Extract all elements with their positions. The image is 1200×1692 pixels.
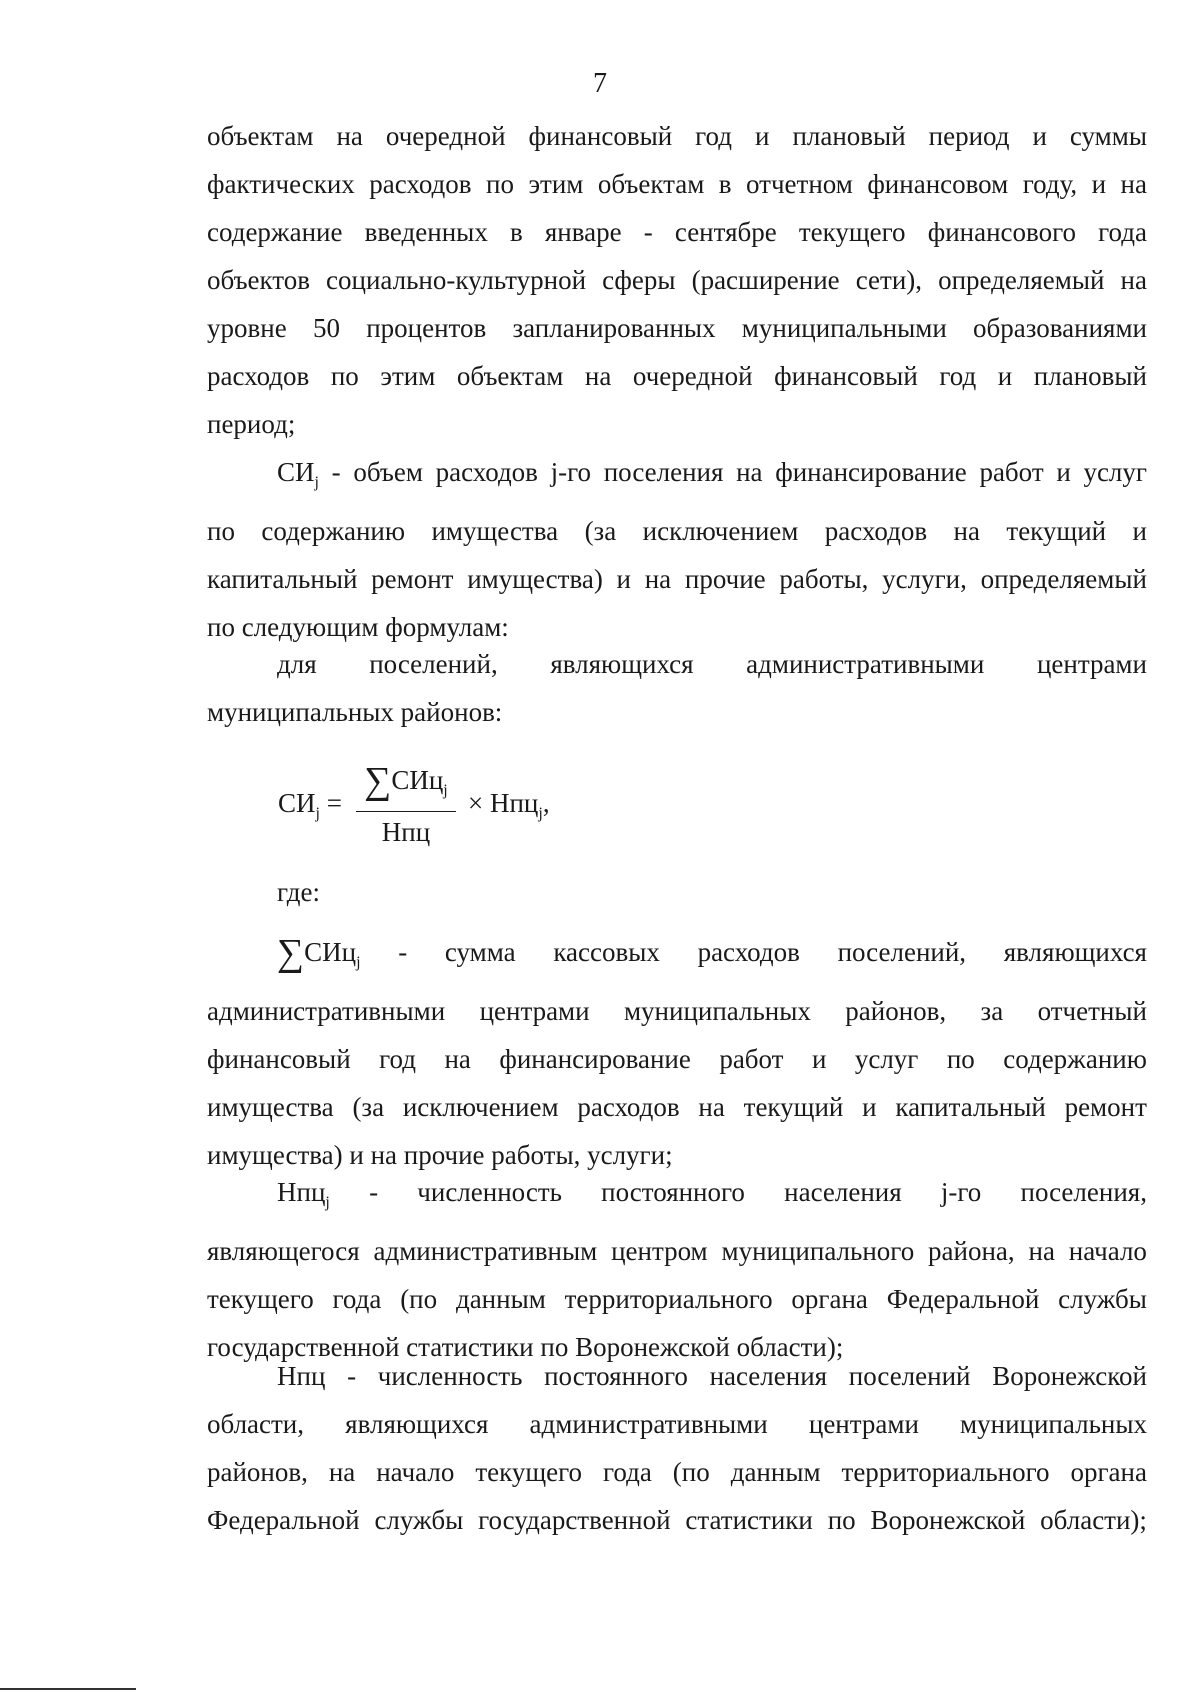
text-line xyxy=(207,160,1147,208)
word: j-го xyxy=(550,457,592,487)
word: на xyxy=(644,564,672,594)
word: 50 xyxy=(312,313,340,343)
text-line xyxy=(207,1400,1147,1448)
word: и xyxy=(1032,121,1047,151)
word: процентов xyxy=(366,313,487,343)
word: плановый xyxy=(1033,361,1147,391)
word: имущества xyxy=(431,516,559,546)
word: данным xyxy=(730,1457,821,1487)
word: административными xyxy=(529,1409,768,1439)
word: финансовый xyxy=(528,121,673,151)
word: кассовых xyxy=(553,937,660,967)
word: плановый xyxy=(792,121,906,151)
word: очередной xyxy=(385,121,506,151)
where-label: где: xyxy=(277,877,320,907)
scan-edge-line xyxy=(0,1688,136,1690)
word: в xyxy=(718,169,732,199)
word: прочие xyxy=(684,564,766,594)
word: являющегося xyxy=(207,1236,360,1266)
word: муниципального xyxy=(721,1236,915,1266)
text-line xyxy=(207,928,1147,987)
word: населения xyxy=(709,1361,828,1391)
word: расходов xyxy=(824,516,928,546)
paragraph-admin-intro xyxy=(207,640,1147,736)
formula-fraction xyxy=(356,760,456,852)
word: текущий xyxy=(743,1092,844,1122)
word: имущества xyxy=(207,1092,334,1122)
word: поселений xyxy=(848,1361,971,1391)
word: центром xyxy=(611,1236,708,1266)
word: центрами xyxy=(1036,649,1147,679)
text-line xyxy=(207,1083,1147,1131)
word: по xyxy=(827,1505,856,1535)
word: исключением xyxy=(402,1092,559,1122)
word: и xyxy=(1132,516,1147,546)
word: - xyxy=(347,1361,357,1391)
word: содержанию xyxy=(1003,1044,1147,1074)
formula-lhs: $СИ_j$ = xyxy=(278,788,342,822)
word: расходов xyxy=(435,457,538,487)
word: области); xyxy=(1040,1505,1147,1535)
text-line xyxy=(207,304,1147,352)
word: - xyxy=(369,1177,379,1207)
word: (по xyxy=(672,1457,710,1487)
word: - xyxy=(398,937,408,967)
text-line xyxy=(207,112,1147,160)
word: финансовый xyxy=(207,1044,351,1074)
word: на xyxy=(584,361,612,391)
word: и xyxy=(862,1092,877,1122)
word: территориального xyxy=(841,1457,1050,1487)
word: численность xyxy=(417,1177,562,1207)
word: и xyxy=(997,361,1013,391)
word: Воронежской xyxy=(992,1361,1147,1391)
word: за xyxy=(980,996,1004,1026)
word: службы xyxy=(374,1505,464,1535)
word: службы xyxy=(1058,1284,1147,1314)
word: текущего xyxy=(207,1284,314,1314)
word: на xyxy=(953,516,980,546)
formula-denominator: Нпц xyxy=(381,817,431,847)
text-line: имущества) и на прочие работы, услуги; xyxy=(207,1140,673,1170)
word: на xyxy=(1028,1236,1055,1266)
word: январе xyxy=(544,217,622,247)
word: Федеральной xyxy=(886,1284,1040,1314)
word: объектов xyxy=(207,265,310,295)
word: ремонт xyxy=(1064,1092,1147,1122)
word: образованиями xyxy=(973,313,1147,343)
word: органа xyxy=(791,1284,868,1314)
paragraph-def-npcj xyxy=(207,1168,1147,1371)
word: являющихся xyxy=(550,649,694,679)
word: административным xyxy=(373,1236,598,1266)
word: сети), xyxy=(855,265,923,295)
word: и xyxy=(1091,169,1107,199)
word: - xyxy=(331,457,341,487)
word: и xyxy=(811,1044,827,1074)
word: и xyxy=(616,564,631,594)
word: расходов xyxy=(577,1092,680,1122)
word: год xyxy=(379,1044,416,1074)
si-term: $СИ_j$ xyxy=(277,457,319,491)
word: поселения xyxy=(603,457,724,487)
word: имущества) xyxy=(467,564,603,594)
word: расходов xyxy=(207,361,310,391)
word: (за xyxy=(352,1092,385,1122)
word: на xyxy=(1120,169,1147,199)
word: услуг xyxy=(854,1044,919,1074)
text-line xyxy=(207,448,1147,507)
word: на xyxy=(444,1044,471,1074)
word: для xyxy=(277,649,317,679)
word: финансовый xyxy=(774,361,918,391)
word: определяемый xyxy=(980,564,1147,594)
word: этим xyxy=(380,361,436,391)
word: центрами xyxy=(808,1409,919,1439)
text-line xyxy=(207,987,1147,1035)
word: являющихся xyxy=(1003,937,1147,967)
word: области, xyxy=(207,1409,305,1439)
word: на xyxy=(1120,265,1147,295)
word: по xyxy=(486,169,514,199)
word: работы, xyxy=(779,564,869,594)
word: муниципальными xyxy=(741,313,947,343)
word: являющихся xyxy=(345,1409,489,1439)
word: района, xyxy=(928,1236,1015,1266)
word: на xyxy=(736,457,763,487)
word: период xyxy=(928,121,1010,151)
word: года xyxy=(332,1284,382,1314)
word: сумма xyxy=(444,937,516,967)
word: поселений, xyxy=(837,937,967,967)
formula-rhs: × Нпц$_j$, xyxy=(468,788,550,822)
word: социально-культурной xyxy=(326,265,587,295)
paragraph-def-npc xyxy=(207,1352,1147,1544)
word: постоянного xyxy=(601,1177,745,1207)
word: определяемый xyxy=(938,265,1105,295)
word: содержанию xyxy=(261,516,406,546)
word: капитальный xyxy=(895,1092,1046,1122)
text-line: муниципальных районов: xyxy=(207,697,503,727)
word: года xyxy=(602,1457,652,1487)
word: (по xyxy=(400,1284,438,1314)
word: объектам xyxy=(597,169,705,199)
word: и xyxy=(755,121,770,151)
word: содержание xyxy=(207,217,343,247)
word: статистики xyxy=(685,1505,813,1535)
word: года xyxy=(1098,217,1147,247)
word: Воронежской xyxy=(870,1505,1026,1535)
text-line: государственной статистики по Воронежской области); xyxy=(207,1332,844,1362)
word: на xyxy=(328,1457,356,1487)
word: отчетный xyxy=(1037,996,1147,1026)
word: в xyxy=(509,217,523,247)
word: по xyxy=(207,516,235,546)
word: услуги, xyxy=(882,564,967,594)
word: этим xyxy=(528,169,584,199)
page-number: 7 xyxy=(593,68,607,99)
word: финансовом xyxy=(867,169,1009,199)
word: объем xyxy=(353,457,423,487)
word: очередной xyxy=(632,361,753,391)
word: году, xyxy=(1022,169,1078,199)
word: запланированных xyxy=(512,313,716,343)
word: работ xyxy=(719,1044,784,1074)
paragraph-si xyxy=(207,448,1147,651)
word: текущий xyxy=(1006,516,1107,546)
word: данным xyxy=(455,1284,546,1314)
word: административными xyxy=(746,649,985,679)
word: исключением xyxy=(642,516,799,546)
word: ремонт xyxy=(371,564,454,594)
text-line xyxy=(207,1352,1147,1400)
text-line xyxy=(207,1227,1147,1275)
word: органа xyxy=(1070,1457,1147,1487)
word: текущего xyxy=(798,217,906,247)
text-line xyxy=(207,555,1147,603)
text-line xyxy=(207,1035,1147,1083)
paragraph-block1 xyxy=(207,112,1147,448)
word: поселений, xyxy=(369,649,498,679)
word: по xyxy=(330,361,359,391)
paragraph-def-sum xyxy=(207,928,1147,1179)
word: на xyxy=(698,1092,725,1122)
word: муниципальных xyxy=(960,1409,1147,1439)
word: населения xyxy=(784,1177,902,1207)
word: центрами xyxy=(479,996,590,1026)
formula xyxy=(278,760,698,847)
text-line: по следующим формулам: xyxy=(207,612,509,642)
text-line xyxy=(207,208,1147,256)
text-line xyxy=(207,1448,1147,1496)
word: районов, xyxy=(845,996,947,1026)
word: (расширение xyxy=(691,265,840,295)
word: сентябре xyxy=(674,217,777,247)
word: суммы xyxy=(1069,121,1147,151)
sum-term: ∑СИц$_j$ xyxy=(277,932,361,974)
word: финансирование xyxy=(499,1044,691,1074)
text-line xyxy=(207,507,1147,555)
word: Нпц xyxy=(277,1361,326,1391)
text-line xyxy=(207,1496,1147,1544)
word: - xyxy=(643,217,653,247)
word: капитальный xyxy=(207,564,358,594)
word: по xyxy=(946,1044,975,1074)
word: поселения, xyxy=(1020,1177,1147,1207)
word: (за xyxy=(584,516,617,546)
word: и xyxy=(1056,457,1071,487)
text-line: период; xyxy=(207,409,296,439)
text-line xyxy=(207,640,1147,688)
word: районов, xyxy=(207,1457,308,1487)
word: начало xyxy=(1068,1236,1147,1266)
text-line xyxy=(207,1275,1147,1323)
word: год xyxy=(939,361,977,391)
text-line xyxy=(207,352,1147,400)
word: текущего xyxy=(475,1457,583,1487)
word: численность xyxy=(377,1361,523,1391)
word: объектам xyxy=(207,121,314,151)
word: территориального xyxy=(564,1284,773,1314)
word: финансирование xyxy=(775,457,967,487)
word: государственной xyxy=(478,1505,671,1535)
word: уровне xyxy=(207,313,287,343)
word: муниципальных xyxy=(623,996,811,1026)
text-line xyxy=(207,1168,1147,1227)
word: введенных xyxy=(364,217,488,247)
word: работ xyxy=(979,457,1044,487)
word: постоянного xyxy=(544,1361,688,1391)
word: услуг xyxy=(1083,457,1147,487)
formula-numerator: ∑СИц$_j$ xyxy=(356,760,456,812)
word: финансового xyxy=(927,217,1076,247)
word: расходов xyxy=(697,937,800,967)
word: год xyxy=(695,121,733,151)
word: начало xyxy=(376,1457,455,1487)
word: фактических xyxy=(207,169,355,199)
text-line xyxy=(207,256,1147,304)
word: Федеральной xyxy=(207,1505,360,1535)
word: сферы xyxy=(602,265,676,295)
word: на xyxy=(336,121,363,151)
word: объектам xyxy=(456,361,564,391)
word: административными xyxy=(207,996,446,1026)
npcj-term: Нпц$_j$ xyxy=(277,1177,330,1211)
word: расходов xyxy=(369,169,472,199)
word: j-го xyxy=(940,1177,982,1207)
word: отчетном xyxy=(746,169,853,199)
